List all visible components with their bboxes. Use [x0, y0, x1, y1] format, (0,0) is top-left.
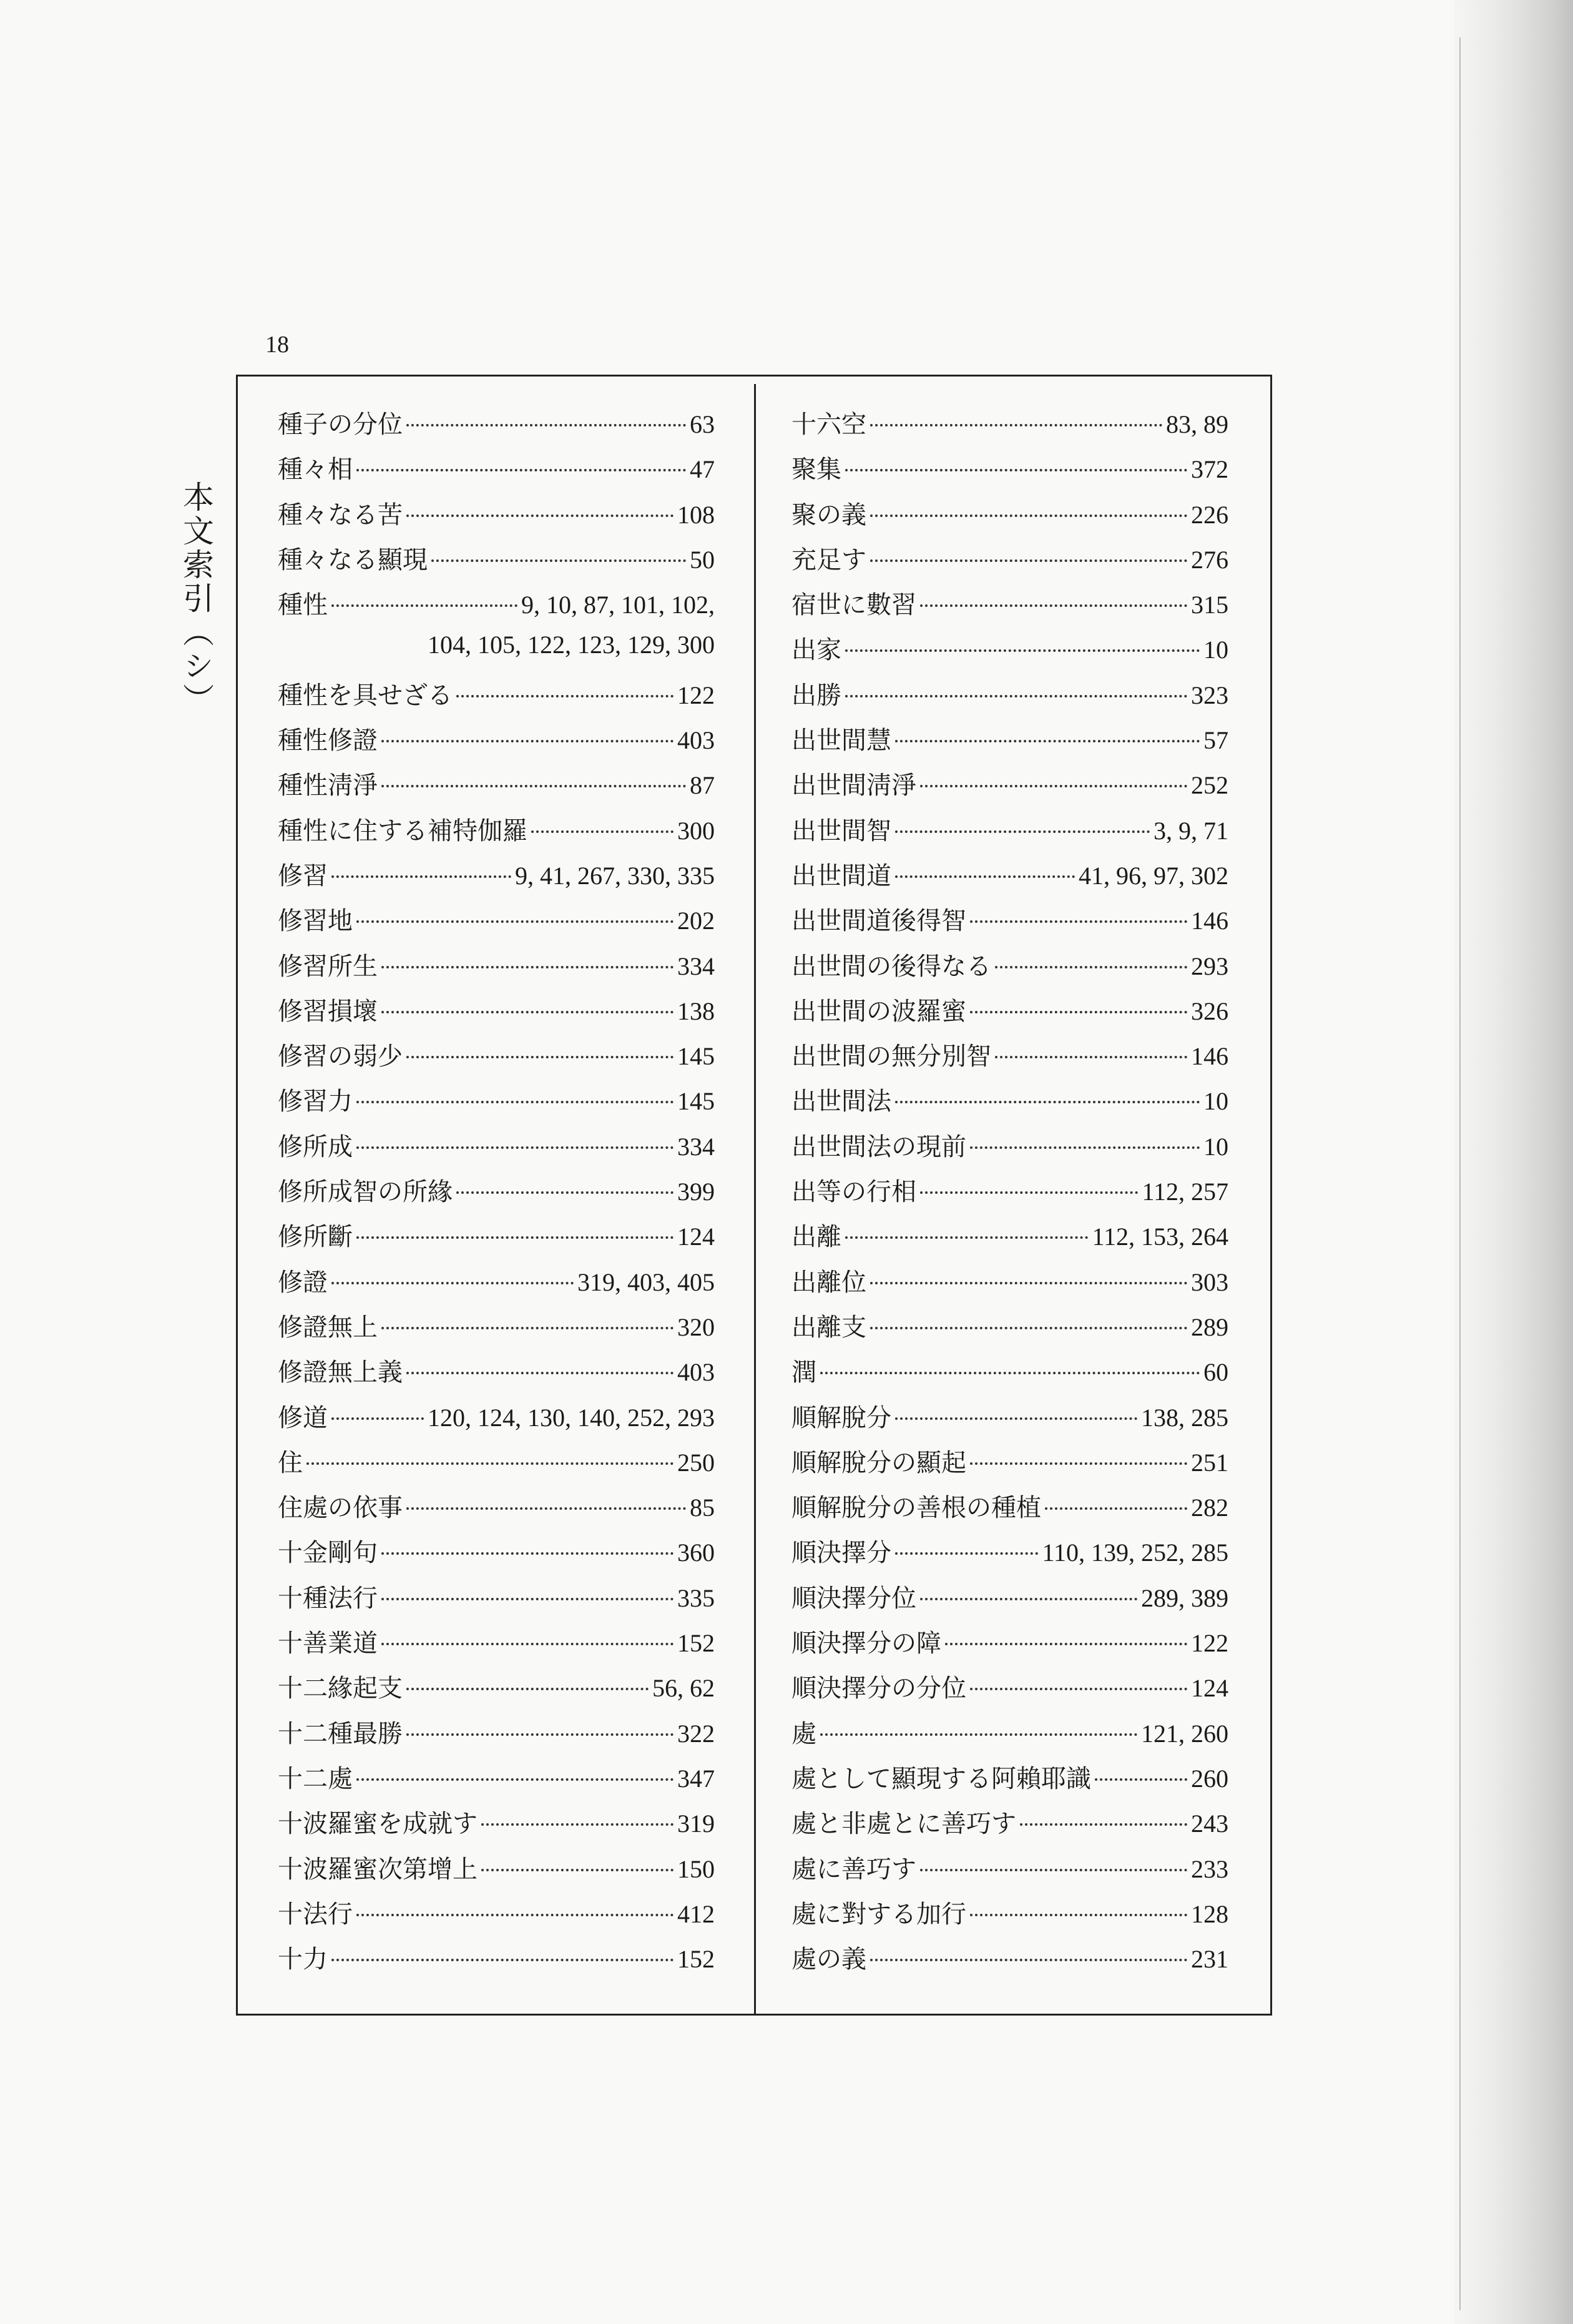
index-pages: 250	[677, 1448, 715, 1477]
index-term: 修證	[278, 1268, 328, 1297]
index-pages: 85	[690, 1494, 715, 1522]
index-pages: 334	[677, 952, 715, 980]
index-entry	[791, 540, 1228, 585]
index-pages: 335	[677, 1583, 715, 1612]
index-entry	[278, 1894, 715, 1939]
dot-leader	[970, 1146, 1200, 1149]
index-entry	[278, 766, 715, 810]
dot-leader	[456, 1191, 674, 1194]
index-pages: 145	[677, 1087, 715, 1116]
index-pages: 152	[677, 1945, 715, 1974]
index-term: 十六空	[791, 410, 866, 439]
index-pages: 104, 105, 122, 123, 129, 300	[428, 631, 715, 659]
index-term: 修習損壞	[278, 997, 378, 1026]
index-entry	[791, 1263, 1228, 1307]
index-term: 聚集	[791, 455, 841, 485]
index-entry	[278, 1668, 715, 1713]
index-entry	[278, 1759, 715, 1804]
dot-leader	[820, 1372, 1200, 1374]
dot-leader	[406, 515, 674, 517]
dot-leader	[820, 1733, 1137, 1736]
dot-leader	[356, 1146, 674, 1149]
index-pages: 145	[677, 1042, 715, 1071]
index-pages: 63	[690, 410, 715, 438]
dot-leader	[381, 1011, 674, 1013]
index-pages: 138, 285	[1141, 1403, 1228, 1432]
index-term: 出世間の後得なる	[791, 952, 991, 981]
index-entry	[278, 1578, 715, 1623]
index-entry	[791, 1533, 1228, 1578]
dot-leader	[406, 1733, 674, 1736]
index-pages: 56, 62	[652, 1674, 715, 1703]
index-term: 修證無上	[278, 1312, 378, 1342]
index-pages: 276	[1191, 545, 1228, 574]
index-entry	[278, 1172, 715, 1217]
dot-leader	[920, 1598, 1137, 1600]
index-term: 十法行	[278, 1899, 353, 1929]
index-term: 順解脫分の善根の種植	[791, 1494, 1041, 1523]
index-pages: 9, 41, 267, 330, 335	[515, 861, 715, 890]
index-pages: 403	[677, 1358, 715, 1387]
dot-leader	[845, 649, 1200, 652]
dot-leader	[356, 1236, 674, 1239]
index-pages: 50	[690, 545, 715, 574]
index-term: 十善業道	[278, 1629, 378, 1658]
column-divider	[754, 384, 756, 2016]
dot-leader	[895, 1417, 1137, 1420]
index-term: 種々相	[278, 455, 353, 485]
index-entry	[278, 856, 715, 901]
index-entry	[791, 405, 1228, 450]
index-entry	[278, 721, 715, 766]
dot-leader	[970, 920, 1187, 923]
index-term: 出世間智	[791, 816, 891, 845]
index-pages: 289	[1191, 1312, 1228, 1341]
index-term: 順解脫分の顯起	[791, 1448, 966, 1477]
index-entry	[278, 1352, 715, 1397]
index-term: 處の義	[791, 1945, 866, 1974]
dot-leader	[356, 1778, 674, 1781]
index-term: 十二緣起支	[278, 1674, 403, 1703]
scan-edge-shadow	[1454, 0, 1573, 2324]
dot-leader	[895, 875, 1075, 878]
index-entry	[791, 585, 1228, 630]
index-term: 修所成智の所緣	[278, 1178, 453, 1207]
index-pages: 300	[677, 816, 715, 845]
dot-leader	[970, 1462, 1187, 1465]
dot-leader	[356, 469, 686, 471]
index-entry	[278, 676, 715, 721]
index-pages: 412	[677, 1899, 715, 1928]
index-entry	[278, 495, 715, 540]
dot-leader	[331, 604, 517, 607]
index-term: 順決擇分の障	[791, 1629, 941, 1658]
index-entry	[278, 1081, 715, 1126]
index-entry	[278, 811, 715, 856]
index-pages: 282	[1191, 1494, 1228, 1522]
index-pages: 10	[1203, 636, 1228, 664]
dot-leader	[406, 1688, 649, 1690]
index-pages: 293	[1191, 952, 1228, 980]
index-entry	[791, 1398, 1228, 1443]
index-entry	[791, 947, 1228, 992]
dot-leader	[895, 740, 1200, 742]
index-term: 順決擇分の分位	[791, 1674, 966, 1703]
index-entry	[791, 1939, 1228, 1984]
dot-leader	[920, 1869, 1187, 1871]
dot-leader	[895, 1101, 1200, 1103]
dot-leader	[406, 424, 686, 426]
dot-leader	[406, 1056, 674, 1058]
index-term: 種性	[278, 591, 328, 620]
index-entry	[278, 1036, 715, 1081]
index-entry	[278, 901, 715, 946]
index-entry	[791, 1217, 1228, 1262]
index-term: 十金剛句	[278, 1539, 378, 1568]
index-pages: 326	[1191, 997, 1228, 1025]
index-pages: 122	[677, 681, 715, 709]
index-entry	[791, 1849, 1228, 1894]
index-entry	[791, 766, 1228, 810]
index-entry	[278, 1127, 715, 1172]
index-pages: 322	[677, 1719, 715, 1748]
index-entry	[278, 1623, 715, 1668]
index-pages: 57	[1203, 726, 1228, 755]
index-pages: 233	[1191, 1854, 1228, 1883]
index-entry	[791, 1714, 1228, 1759]
dot-leader	[970, 1688, 1187, 1690]
index-pages: 9, 10, 87, 101, 102,	[521, 591, 715, 619]
index-pages: 110, 139, 252, 285	[1042, 1539, 1228, 1567]
index-pages: 303	[1191, 1268, 1228, 1296]
dot-leader	[870, 1327, 1187, 1329]
index-entry	[791, 1488, 1228, 1533]
dot-leader	[331, 1417, 424, 1420]
index-entry	[791, 1804, 1228, 1849]
index-entry	[278, 1714, 715, 1759]
index-term: 出世間の無分別智	[791, 1042, 991, 1071]
index-term: 修習所生	[278, 952, 378, 981]
dot-leader	[381, 1643, 674, 1645]
index-pages: 112, 257	[1142, 1178, 1228, 1206]
dot-leader	[995, 1056, 1187, 1058]
dot-leader	[870, 1282, 1187, 1284]
index-pages: 260	[1191, 1764, 1228, 1793]
index-term: 出世間淸淨	[791, 771, 916, 800]
index-entry	[278, 405, 715, 450]
dot-leader	[381, 966, 674, 968]
index-entry	[791, 1578, 1228, 1623]
index-pages: 372	[1191, 455, 1228, 484]
dot-leader	[331, 1959, 674, 1961]
index-pages: 3, 9, 71	[1154, 816, 1228, 845]
index-pages: 323	[1191, 681, 1228, 709]
index-pages: 83, 89	[1166, 410, 1228, 438]
index-term: 十二處	[278, 1764, 353, 1793]
index-term: 出等の行相	[791, 1178, 916, 1207]
index-pages: 243	[1191, 1809, 1228, 1838]
index-entry	[278, 992, 715, 1036]
index-term: 修所成	[278, 1132, 353, 1161]
index-term: 修道	[278, 1403, 328, 1432]
index-term: 出世間法	[791, 1087, 891, 1116]
index-pages: 202	[677, 907, 715, 935]
dot-leader	[970, 1011, 1187, 1013]
index-entry	[791, 1668, 1228, 1713]
index-entry	[791, 1172, 1228, 1217]
index-pages: 399	[677, 1178, 715, 1206]
index-entry	[791, 1759, 1228, 1804]
index-entry	[791, 1623, 1228, 1668]
index-pages: 226	[1191, 500, 1228, 529]
index-pages: 150	[677, 1854, 715, 1883]
index-entry	[791, 1443, 1228, 1488]
dot-leader	[306, 1462, 674, 1465]
index-entry	[791, 992, 1228, 1036]
index-term: 十波羅蜜次第增上	[278, 1854, 478, 1884]
index-term: 十波羅蜜を成就す	[278, 1809, 478, 1839]
index-pages: 121, 260	[1141, 1719, 1228, 1748]
dot-leader	[381, 1327, 674, 1329]
page-number: 18	[265, 332, 289, 358]
dot-leader	[870, 559, 1187, 562]
index-term: 潤	[791, 1358, 816, 1387]
dot-leader	[381, 1598, 674, 1600]
index-entry	[791, 811, 1228, 856]
index-term: 種性淸淨	[278, 771, 378, 800]
right-column	[791, 405, 1228, 1984]
index-term: 十二種最勝	[278, 1719, 403, 1748]
index-term: 種々なる顯現	[278, 545, 428, 574]
index-entry	[791, 1081, 1228, 1126]
index-pages: 41, 96, 97, 302	[1079, 861, 1228, 890]
index-entry	[278, 1939, 715, 1984]
index-pages: 315	[1191, 591, 1228, 619]
index-term: 聚の義	[791, 500, 866, 529]
index-entry	[278, 450, 715, 495]
dot-leader	[356, 1101, 674, 1103]
index-term: 十力	[278, 1945, 328, 1974]
index-term: 種子の分位	[278, 410, 403, 439]
index-entry	[791, 1352, 1228, 1397]
index-term: 出離支	[791, 1312, 866, 1342]
index-term: 修習	[278, 861, 328, 890]
index-entry	[791, 495, 1228, 540]
index-pages: 146	[1191, 1042, 1228, 1071]
index-term: 出離	[791, 1223, 841, 1252]
index-term: 種性修證	[278, 726, 378, 756]
index-entry	[791, 676, 1228, 721]
index-term: 出世間法の現前	[791, 1132, 966, 1161]
index-pages: 289, 389	[1141, 1583, 1228, 1612]
dot-leader	[531, 830, 674, 833]
index-pages: 124	[677, 1223, 715, 1251]
dot-leader	[331, 875, 511, 878]
dot-leader	[1095, 1778, 1187, 1781]
dot-leader	[406, 1372, 674, 1374]
dot-leader	[356, 920, 674, 923]
index-entry	[278, 1533, 715, 1578]
index-term: 修證無上義	[278, 1358, 403, 1387]
dot-leader	[995, 966, 1187, 968]
index-pages: 251	[1191, 1448, 1228, 1477]
index-term: 出世間道後得智	[791, 907, 966, 936]
index-pages: 47	[690, 455, 715, 484]
index-entry	[791, 721, 1228, 766]
index-entry	[278, 1443, 715, 1488]
dot-leader	[456, 695, 674, 697]
dot-leader	[481, 1823, 674, 1826]
dot-leader	[870, 515, 1187, 517]
index-term: 修所斷	[278, 1223, 353, 1252]
index-pages: 403	[677, 726, 715, 755]
index-pages: 320	[677, 1312, 715, 1341]
scan-edge-line	[1459, 37, 1461, 2310]
index-entry	[278, 540, 715, 585]
index-pages: 112, 153, 264	[1092, 1223, 1228, 1251]
index-term: 處と非處とに善巧す	[791, 1809, 1016, 1839]
dot-leader	[920, 785, 1187, 787]
index-entry	[791, 1894, 1228, 1939]
index-term: 出世間慧	[791, 726, 891, 756]
index-entry	[278, 1398, 715, 1443]
dot-leader	[381, 1552, 674, 1555]
index-pages: 347	[677, 1764, 715, 1793]
index-pages: 334	[677, 1132, 715, 1161]
index-entry	[791, 1307, 1228, 1352]
index-pages: 108	[677, 500, 715, 529]
index-entry	[278, 1307, 715, 1352]
index-term: 修習力	[278, 1087, 353, 1116]
index-pages: 138	[677, 997, 715, 1025]
dot-leader	[845, 1236, 1088, 1239]
index-pages: 124	[1191, 1674, 1228, 1703]
index-entry	[278, 1804, 715, 1849]
index-pages: 10	[1203, 1132, 1228, 1161]
index-term: 處に善巧す	[791, 1854, 916, 1884]
index-pages: 319	[677, 1809, 715, 1838]
index-entry	[791, 630, 1228, 675]
index-entry	[278, 1263, 715, 1307]
index-pages: 319, 403, 405	[577, 1268, 715, 1296]
index-entry	[278, 585, 715, 630]
dot-leader	[331, 1282, 574, 1284]
index-term: 出世間の波羅蜜	[791, 997, 966, 1026]
index-term: 處に對する加行	[791, 1899, 966, 1929]
index-entry	[791, 450, 1228, 495]
index-term: 順解脫分	[791, 1403, 891, 1432]
index-term: 修習地	[278, 907, 353, 936]
index-pages: 10	[1203, 1087, 1228, 1116]
index-entry	[791, 1036, 1228, 1081]
index-entry	[278, 1849, 715, 1894]
index-term: 種性に住する補特伽羅	[278, 816, 527, 845]
index-pages: 128	[1191, 1899, 1228, 1928]
dot-leader	[920, 604, 1187, 607]
dot-leader	[481, 1869, 674, 1871]
dot-leader	[381, 740, 674, 742]
index-entry	[791, 901, 1228, 946]
dot-leader	[895, 1552, 1038, 1555]
index-term: 宿世に數習	[791, 591, 916, 620]
dot-leader	[895, 830, 1150, 833]
index-term: 住	[278, 1448, 303, 1477]
index-term: 順決擇分位	[791, 1583, 916, 1613]
dot-leader	[406, 1507, 686, 1510]
index-entry	[791, 856, 1228, 901]
index-term: 順決擇分	[791, 1539, 891, 1568]
left-column	[278, 405, 715, 1984]
index-entry	[278, 630, 715, 675]
dot-leader	[845, 469, 1187, 471]
index-term: 充足す	[791, 545, 866, 574]
dot-leader	[356, 1914, 674, 1916]
index-entry	[278, 1217, 715, 1262]
index-term: 住處の依事	[278, 1494, 403, 1523]
dot-leader	[381, 785, 686, 787]
dot-leader	[920, 1191, 1138, 1194]
index-pages: 122	[1191, 1629, 1228, 1658]
dot-leader	[870, 1959, 1187, 1961]
index-pages: 360	[677, 1539, 715, 1567]
index-term: 處として顯現する阿賴耶識	[791, 1764, 1091, 1793]
index-pages: 252	[1191, 771, 1228, 800]
index-term: 種性を具せざる	[278, 681, 453, 710]
index-pages: 87	[690, 771, 715, 800]
index-term: 種々なる苦	[278, 500, 403, 529]
dot-leader	[970, 1914, 1187, 1916]
index-entry	[791, 1127, 1228, 1172]
index-term: 出離位	[791, 1268, 866, 1297]
index-pages: 120, 124, 130, 140, 252, 293	[428, 1403, 715, 1432]
dot-leader	[945, 1643, 1187, 1645]
index-entry	[278, 947, 715, 992]
index-term: 出家	[791, 636, 841, 665]
dot-leader	[870, 424, 1162, 426]
dot-leader	[1045, 1507, 1187, 1510]
index-pages: 60	[1203, 1358, 1228, 1387]
index-term: 出勝	[791, 681, 841, 710]
side-header: 本文索引（シ）	[178, 481, 214, 717]
dot-leader	[1020, 1823, 1187, 1826]
index-pages: 152	[677, 1629, 715, 1658]
index-entry	[278, 1488, 715, 1533]
index-term: 處	[791, 1719, 816, 1748]
index-term: 出世間道	[791, 861, 891, 890]
dot-leader	[431, 559, 686, 562]
dot-leader	[845, 695, 1187, 697]
index-term: 十種法行	[278, 1583, 378, 1613]
index-term: 修習の弱少	[278, 1042, 403, 1071]
index-pages: 146	[1191, 907, 1228, 935]
index-pages: 231	[1191, 1945, 1228, 1974]
